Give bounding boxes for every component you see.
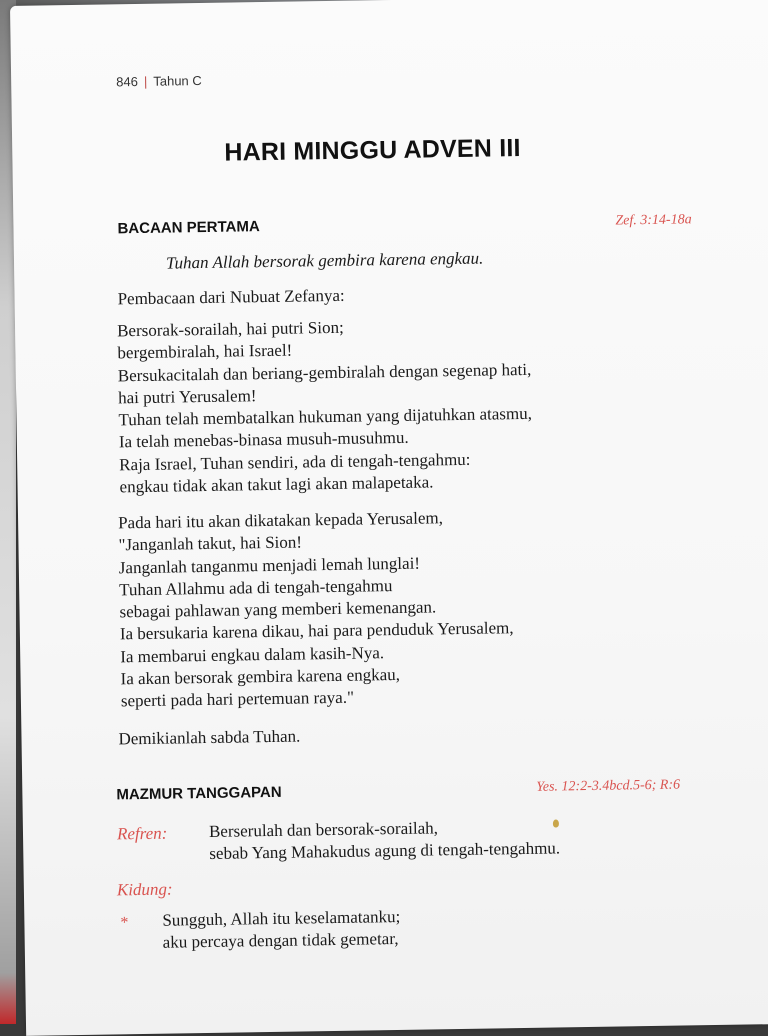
verse-line: sebagai pahlawan yang memberi kemenangan. xyxy=(119,597,437,622)
header-divider: | xyxy=(143,73,148,89)
verse-line: Raja Israel, Tuhan sendiri, ada di tengah-tengahmu: xyxy=(119,449,471,475)
first-reading-reference: Zef. 3:14-18a xyxy=(615,212,692,229)
verse-line: Janganlah tanganmu menjadi lemah lunglai! xyxy=(118,553,421,577)
verse-line: aku percaya dengan tidak gemetar, xyxy=(162,929,399,953)
verse-line: Ia membarui engkau dalam kasih-Nya. xyxy=(120,642,385,667)
verse-line: seperti pada hari pertemuan raya." xyxy=(120,688,355,711)
psalm-heading: MAZMUR TANGGAPAN xyxy=(116,783,282,804)
refrain-line: sebab Yang Mahakudus agung di tengah-tengahmu. xyxy=(209,838,561,864)
margin-mark xyxy=(553,819,559,827)
first-reading-closing: Demikianlah sabda Tuhan. xyxy=(118,726,301,749)
verse-marker: * xyxy=(120,914,129,932)
verse-label: Kidung: xyxy=(116,879,173,900)
verse-line: Ia akan bersorak gembira karena engkau, xyxy=(120,665,401,689)
verse-line: Ia telah menebas-binasa musuh-musuhmu. xyxy=(118,428,409,452)
verse-line: Tuhan telah membatalkan hukuman yang dijatuhkan atasmu, xyxy=(118,404,533,430)
verse-line: Sungguh, Allah itu keselamatanku; xyxy=(162,906,401,930)
verse-line: bergembiralah, hai Israel! xyxy=(117,340,293,363)
first-reading-stanza-2 xyxy=(118,506,515,713)
psalm-reference: Yes. 12:2-3.4bcd.5-6; R:6 xyxy=(536,777,681,795)
verse-line: Tuhan Allahmu ada di tengah-tengahmu xyxy=(119,575,393,600)
header-section: Tahun C xyxy=(153,72,202,89)
verse-line: Bersorak-sorailah, hai putri Sion; xyxy=(116,317,344,341)
first-reading-motto: Tuhan Allah bersorak gembira karena engkau. xyxy=(165,248,484,273)
verse-line: hai putri Yerusalem! xyxy=(118,386,257,408)
page-number: 846 xyxy=(116,74,139,90)
verse-line: Pada hari itu akan dikatakan kepada Yerusalem, xyxy=(117,508,444,533)
psalm-verse xyxy=(162,906,401,954)
refrain-text xyxy=(209,815,560,865)
running-header xyxy=(116,73,202,89)
first-reading-intro: Pembacaan dari Nubuat Zefanya: xyxy=(117,285,345,309)
page-title: HARI MINGGU ADVEN III xyxy=(224,133,521,167)
first-reading-heading: BACAAN PERTAMA xyxy=(117,218,260,238)
refrain-label: Refren: xyxy=(116,823,168,844)
verse-line: Bersukacitalah dan beriang-gembiralah dengan segenap hati, xyxy=(117,359,532,385)
refrain-line: Berserulah dan bersorak-sorailah, xyxy=(208,818,439,841)
verse-line: engkau tidak akan takut lagi akan malapetaka. xyxy=(119,472,434,497)
verse-line: "Janganlah takut, hai Sion! xyxy=(118,532,303,555)
book-page xyxy=(10,0,768,1036)
verse-line: Ia bersukaria karena dikau, hai para penduduk Yerusalem, xyxy=(119,618,514,644)
first-reading-stanza-1 xyxy=(117,314,533,499)
